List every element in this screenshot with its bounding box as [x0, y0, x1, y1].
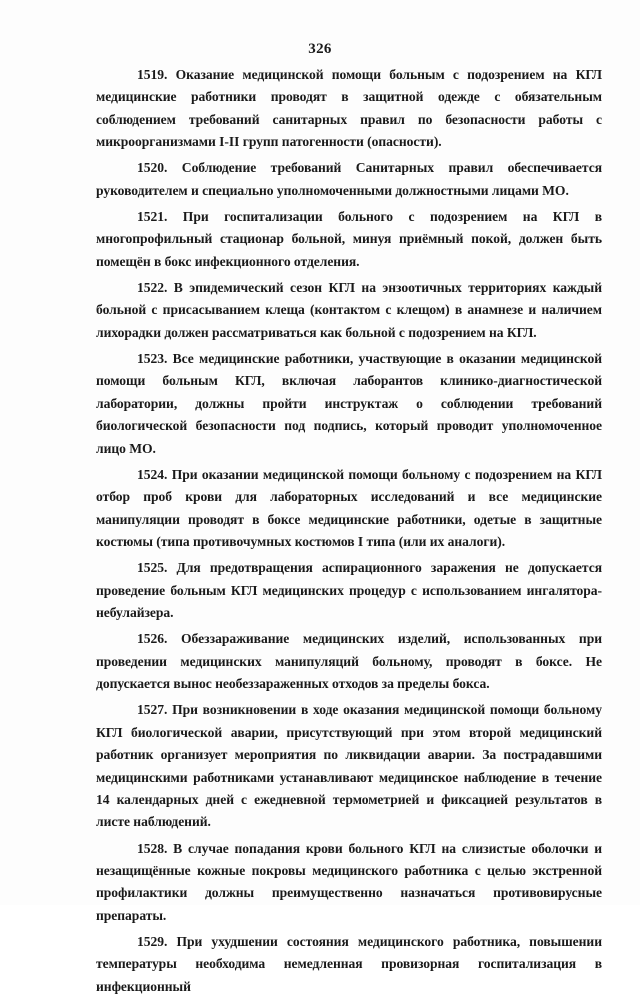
paragraph-1527: 1527. При возникновении в ходе оказания медицинской помощи больному КГЛ биологической аварии, присутствующий при этом второй медицинский работник организует мероприятия по ликвидации аварии. За пострадавшими медицинскими работниками устанавливают медицинское наблюдение в течение 14 календарных дней с ежедневной термометрией и фиксацией результатов в листе наблюдений.: [96, 702, 602, 830]
paragraph-1525: 1525. Для предотвращения аспирационного заражения не допускается проведение больным КГЛ медицинских процедур с использованием ингалятора-небулайзера.: [96, 560, 602, 621]
paragraph-1528: 1528. В случае попадания крови больного КГЛ на слизистые оболочки и незащищённые кожные покровы медицинского работника с целью экстренной профилактики должны преимущественно назначаться противовирусные препараты.: [96, 840, 602, 923]
paragraph-1523: 1523. Все медицинские работники, участвующие в оказании медицинской помощи больным КГЛ, включая лаборантов клинико-диагностической лаборатории, должны пройти инструктаж о соблюдении требований биологической безопасности под подпись, который проводит уполномоченное лицо МО.: [96, 351, 602, 456]
paragraph-1524: 1524. При оказании медицинской помощи больному с подозрением на КГЛ отбор проб крови для лабораторных исследований и все медицинские манипуляции проводят в боксе медицинские работники, одетые в защитные костюмы (типа противочумных костюмов I типа (или их аналоги).: [96, 466, 602, 550]
paragraph-1521: 1521. При госпитализации больного с подозрением на КГЛ в многопрофильный стационар больной, минуя приёмный покой, должен быть помещён в бокс инфекционного отделения.: [96, 209, 602, 269]
paragraph-1526: 1526. Обеззараживание медицинских изделий, использованных при проведении медицинских манипуляций больному, проводят в боксе. Не допускается вынос необеззараженных отходов за пределы бокса.: [96, 631, 602, 692]
paragraph-1522: 1522. В эпидемический сезон КГЛ на энзоотичных территориях каждый больной с присасыванием клеща (контактом с клещом) в анамнезе и наличием лихорадки должен рассматриваться как больной с подозрением на КГЛ.: [96, 280, 602, 340]
paragraph-1520: 1520. Соблюдение требований Санитарных правил обеспечивается руководителем и специально уполномоченными должностными лицами МО.: [96, 160, 602, 198]
paragraph-1529: 1529. При ухудшении состояния медицинского работника, повышении температуры необходима немедленная провизорная госпитализация в инфекционный: [96, 934, 602, 994]
paragraph-1519: 1519. Оказание медицинской помощи больным с подозрением на КГЛ медицинские работники проводят в защитной одежде с обязательным соблюдением требований санитарных правил по безопасности работы с микроорганизмами I-II групп патогенности (опасности).: [96, 67, 602, 150]
page-number: 326: [308, 41, 332, 57]
document-body: [96, 64, 602, 1002]
